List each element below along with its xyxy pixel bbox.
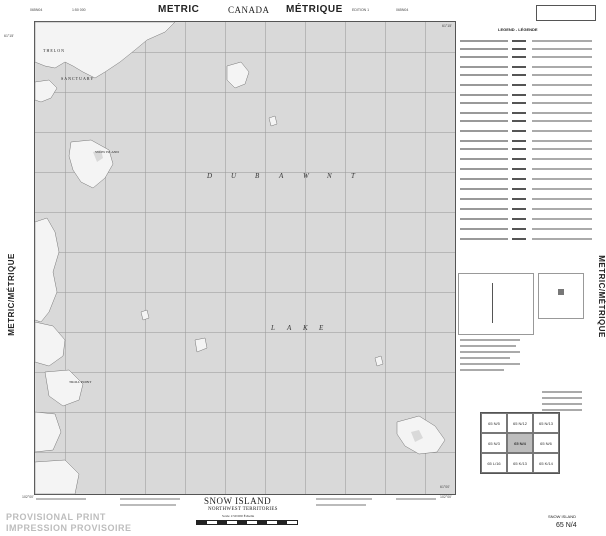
index-cell-current[interactable]: 65 N/4 bbox=[507, 433, 533, 453]
locator-map bbox=[538, 273, 584, 319]
lake-letter: T bbox=[351, 172, 355, 180]
declination-line bbox=[492, 283, 493, 323]
legend-row bbox=[460, 83, 594, 87]
lake-letter: A bbox=[287, 324, 292, 332]
legend-row bbox=[460, 217, 594, 221]
island-north bbox=[227, 62, 249, 88]
lake-letter: K bbox=[303, 324, 308, 332]
index-cell[interactable]: 65 N/13 bbox=[533, 413, 559, 433]
side-label-right: METRIC/MÉTRIQUE bbox=[596, 255, 606, 338]
coord-top-left: 61°15' bbox=[4, 34, 14, 38]
index-cell[interactable]: 65 N/12 bbox=[507, 413, 533, 433]
legend-row bbox=[460, 93, 594, 97]
notes-line bbox=[460, 357, 510, 359]
footer-note-line bbox=[120, 504, 176, 506]
header-left-code: 065N04 bbox=[30, 8, 43, 12]
legend-row bbox=[460, 139, 594, 143]
provisional-label-en: PROVISIONAL PRINT bbox=[6, 512, 106, 522]
declination-diagram bbox=[458, 273, 534, 335]
coord-top-right: 61°15' bbox=[442, 24, 452, 28]
legend-row bbox=[460, 197, 594, 201]
islet bbox=[375, 356, 383, 366]
header-edition: EDITION 1 bbox=[352, 8, 370, 12]
legend-box bbox=[536, 5, 596, 21]
index-cell[interactable]: 65 N/3 bbox=[481, 433, 507, 453]
legend-row bbox=[460, 207, 594, 211]
legend-row bbox=[460, 65, 594, 69]
legend-row bbox=[460, 73, 594, 77]
footer-territory: NORTHWEST TERRITORIES bbox=[208, 507, 278, 512]
notes-line bbox=[460, 345, 516, 347]
header-right-code: 065N04 bbox=[396, 8, 409, 12]
legend-row bbox=[460, 101, 594, 105]
notes-line bbox=[542, 397, 582, 399]
legend-row bbox=[460, 147, 594, 151]
scale-bar bbox=[196, 520, 298, 525]
legend-row bbox=[460, 167, 594, 171]
island-sw bbox=[35, 412, 61, 452]
island-troll bbox=[45, 370, 83, 406]
header-metric-right: MÉTRIQUE bbox=[286, 4, 343, 15]
footer-note-line bbox=[396, 498, 436, 500]
legend-row bbox=[460, 39, 594, 43]
locator-marker bbox=[558, 289, 564, 295]
provisional-label-fr: IMPRESSION PROVISOIRE bbox=[6, 523, 132, 533]
place-label: SNOW ISLAND bbox=[95, 150, 119, 154]
index-cell[interactable]: 65 L/16 bbox=[481, 453, 507, 473]
legend-row bbox=[460, 157, 594, 161]
lake-letter: A bbox=[279, 172, 284, 180]
index-cell[interactable]: 65 N/5 bbox=[481, 413, 507, 433]
lake-letter: E bbox=[319, 324, 324, 332]
islet bbox=[269, 116, 277, 126]
islet bbox=[141, 310, 149, 320]
footer-scale: Scale 1:50 000 Échelle bbox=[222, 514, 255, 518]
place-label: THELON bbox=[43, 48, 65, 53]
notes-line bbox=[542, 403, 582, 405]
footer-note-line bbox=[316, 498, 372, 500]
footer-title: SNOW ISLAND bbox=[204, 496, 272, 506]
lake-letter: B bbox=[255, 172, 260, 180]
notes-line bbox=[542, 409, 582, 411]
sheet-number: 65 N/4 bbox=[556, 522, 577, 529]
lake-letter: U bbox=[231, 172, 237, 180]
land-masses bbox=[35, 22, 455, 494]
legend-row bbox=[460, 55, 594, 59]
legend-row bbox=[460, 129, 594, 133]
legend-row bbox=[460, 187, 594, 191]
notes-line bbox=[460, 369, 504, 371]
lake-letter: L bbox=[271, 324, 275, 332]
legend-row bbox=[460, 47, 594, 51]
island bbox=[35, 80, 57, 102]
legend-row bbox=[460, 119, 594, 123]
island-snow bbox=[69, 140, 113, 188]
lake-letter: D bbox=[207, 172, 213, 180]
legend-row bbox=[460, 111, 594, 115]
notes-line bbox=[460, 339, 520, 341]
index-cell[interactable]: 65 K/13 bbox=[507, 453, 533, 473]
lake-letter: N bbox=[327, 172, 332, 180]
side-label-left: METRIC/MÉTRIQUE bbox=[6, 253, 16, 336]
notes-line bbox=[460, 351, 520, 353]
islet bbox=[195, 338, 207, 352]
footer-note-line bbox=[120, 498, 180, 500]
lake-letter: W bbox=[303, 172, 309, 180]
notes-line bbox=[460, 363, 520, 365]
place-label: SANCTUARY bbox=[61, 76, 95, 81]
footer-note-line bbox=[36, 498, 86, 500]
coord-bottom-lat: 61°00' bbox=[440, 485, 450, 489]
coord-bottom-right: 102°00' bbox=[440, 495, 452, 499]
adjoining-sheets-index bbox=[480, 412, 560, 474]
landmass-southwest bbox=[35, 460, 79, 494]
header-metric-left: METRIC bbox=[158, 4, 200, 15]
index-cell[interactable]: 65 N/6 bbox=[533, 433, 559, 453]
index-cell[interactable]: 65 K/14 bbox=[533, 453, 559, 473]
legend-row bbox=[460, 227, 594, 231]
legend-row bbox=[460, 237, 594, 241]
footer-note-line bbox=[316, 504, 366, 506]
island-west bbox=[35, 218, 59, 322]
island-west-2 bbox=[35, 322, 65, 366]
sheet-name: SNOW ISLAND bbox=[548, 514, 577, 519]
coord-bottom-left: 102°00' bbox=[22, 495, 34, 499]
map-area[interactable] bbox=[34, 21, 456, 495]
header-country: CANADA bbox=[228, 5, 270, 15]
place-label: TROLL POINT bbox=[69, 380, 92, 384]
notes-line bbox=[542, 391, 582, 393]
legend-title: LEGEND - LÉGENDE bbox=[498, 27, 538, 32]
header-left-scale: 1:50 000 bbox=[72, 8, 86, 12]
legend-row bbox=[460, 177, 594, 181]
